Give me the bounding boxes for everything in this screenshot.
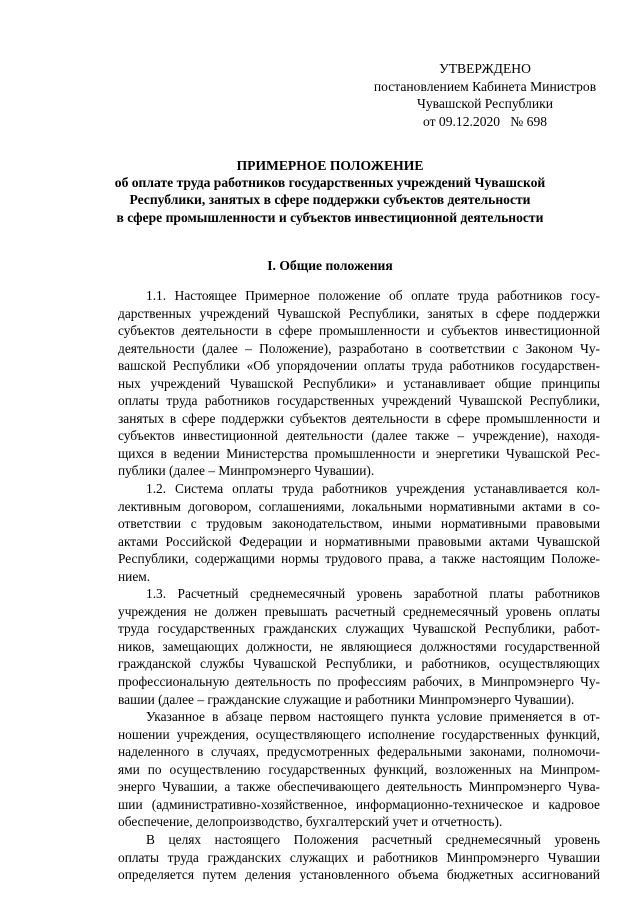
paragraph-1-2	[118, 480, 600, 585]
text-line: оплаты труда работников государственных учреждений Чувашской Республики,	[118, 393, 600, 409]
section-heading: I. Общие положения	[267, 258, 393, 273]
text-line: оплаты труда гражданских служащих и работников Минпромэнерго Чувашии	[118, 849, 600, 865]
text-line: шии (административно-хозяйственное, информационно-техническое и кадровое	[118, 796, 600, 812]
text-line: актами Российской Федерации и нормативными правовыми актами Чувашской	[118, 533, 600, 549]
text-line: 1.1. Настоящее Примерное положение об оплате труда работников госу-	[146, 288, 600, 303]
paragraph-1-3	[118, 585, 600, 708]
text-line: вашии (далее – гражданские служащие и работники Минпромэнерго Чувашии).	[118, 691, 575, 707]
paragraph-calculation	[118, 831, 600, 884]
text-line: 1.2. Система оплаты труда работников учреждения устанавливается кол-	[146, 481, 600, 497]
text-line: дарственных учреждений Чувашской Республики, занятых в сфере поддержки	[118, 305, 600, 321]
text-line: ных учреждений Чувашской Республики» и устанавливает общие принципы	[118, 375, 600, 391]
approval-date-number: от 09.12.2020 № 698	[422, 113, 548, 129]
text-line: публики (далее – Минпромэнерго Чувашии).	[118, 463, 375, 479]
text-line: труда государственных гражданских служащих Чувашской Республики, работ-	[118, 621, 600, 637]
approval-republic: Чувашской Республики	[417, 96, 553, 111]
text-line: деятельности (далее – Положение), разработано в соответствии с Законом Чу-	[118, 340, 600, 356]
text-line: наделенного в случаях, предусмотренных федеральными законами, полномочи-	[118, 744, 600, 760]
text-line: определяется путем деления установленного объема бюджетных ассигнований	[118, 867, 600, 883]
title-line: Республики, занятых в сфере поддержки субъектов деятельности	[129, 192, 531, 208]
text-line: лективным договором, соглашениями, локальными нормативными актами в со-	[118, 498, 600, 514]
text-line: энерго Чувашии, а также обеспечивающего деятельность Минпромэнерго Чува-	[118, 779, 600, 795]
approval-stamp	[360, 60, 610, 130]
paragraph-1-1	[118, 287, 600, 480]
text-line: учреждения не должен превышать расчетный среднемесячный уровень оплаты	[118, 603, 600, 619]
text-line: ношении учреждения, осуществляющего исполнение государственных функций,	[118, 726, 600, 742]
title-line: в сфере промышленности и субъектов инвестиционной деятельности	[116, 209, 544, 225]
title-line: об оплате труда работников государственных учреждений Чувашской	[114, 175, 546, 191]
text-line: занятых в сфере поддержки субъектов деятельности в сфере промышленности и	[118, 410, 600, 426]
approval-resolution: постановлением Кабинета Министров	[373, 78, 597, 94]
text-line: субъектов деятельности в сфере промышленности и субъектов инвестиционной	[118, 323, 600, 339]
text-line: обеспечение, делопроизводство, бухгалтерский учет и отчетность).	[118, 814, 503, 830]
text-line: щихся в ведении Министерства промышленности и энергетики Чувашской Рес-	[118, 445, 600, 461]
text-line: Республики, содержащими нормы трудового права, а также настоящим Положе-	[118, 551, 600, 567]
text-line: нием.	[118, 568, 151, 584]
text-line: ями по осуществлению государственных функций, возложенных на Минпром-	[118, 761, 600, 777]
text-line: вашской Республики «Об упорядочении оплаты труда работников государствен-	[118, 358, 600, 374]
body-text	[118, 287, 600, 884]
text-line: В целях настоящего Положения расчетный среднемесячный уровень	[146, 831, 600, 847]
document-title	[70, 157, 590, 226]
text-line: профессиональную деятельность по профессиям рабочих, в Минпромэнерго Чу-	[118, 674, 600, 690]
text-line: гражданской службы Чувашской Республики, и работников, осуществляющих	[118, 656, 600, 672]
text-line: Указанное в абзаце первом настоящего пункта условие применяется в от-	[146, 709, 600, 725]
text-line: ников, замещающих должности, не являющиеся должностями государственной	[118, 638, 600, 654]
text-line: ответствии с трудовым законодательством, иными нормативными правовыми	[118, 516, 600, 532]
approval-heading: УТВЕРЖДЕНО	[439, 61, 531, 76]
text-line: 1.3. Расчетный среднемесячный уровень заработной платы работников	[146, 586, 600, 602]
text-line: субъектов инвестиционной деятельности (далее также – учреждение), находя-	[118, 428, 600, 444]
paragraph-condition	[118, 708, 600, 831]
title-line: ПРИМЕРНОЕ ПОЛОЖЕНИЕ	[236, 158, 424, 173]
